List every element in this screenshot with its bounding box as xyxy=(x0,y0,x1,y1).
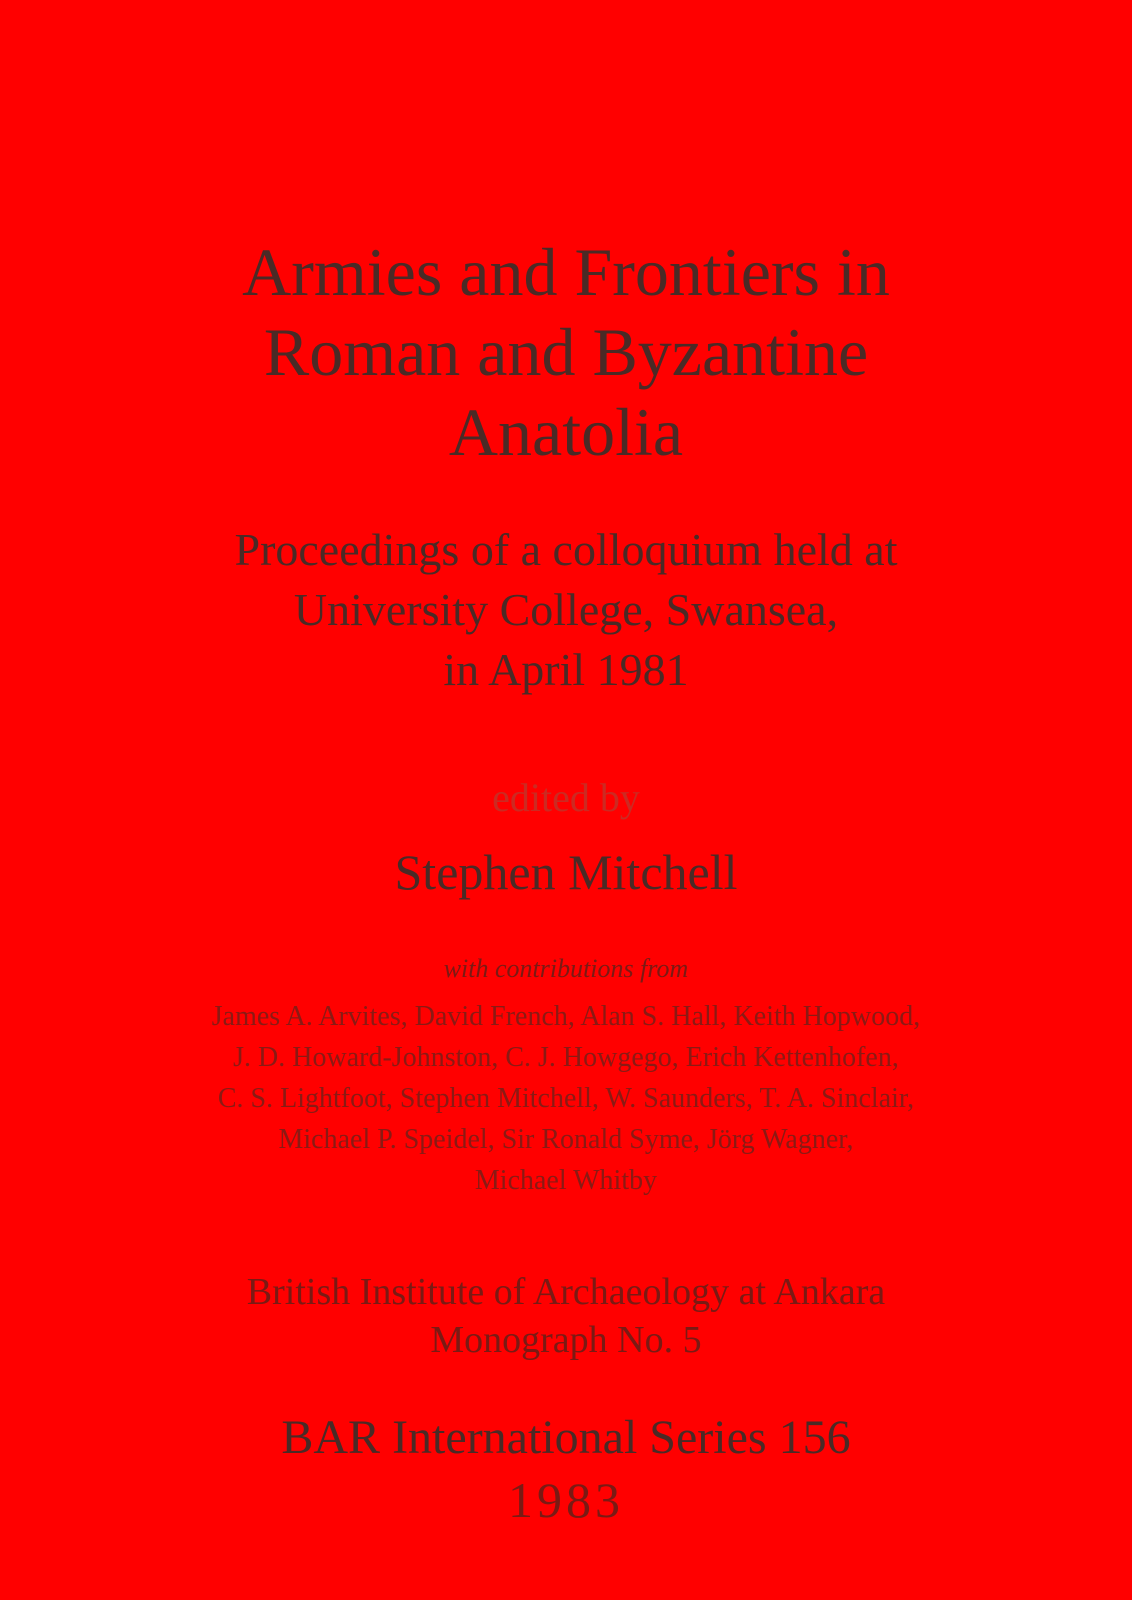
title-line-1: Armies and Frontiers in xyxy=(242,234,890,310)
monograph-line-2: Monograph No. 5 xyxy=(430,1319,702,1361)
contributors-line-5: Michael Whitby xyxy=(474,1165,658,1196)
contributors-line-3: C. S. Lightfoot, Stephen Mitchell, W. Saunders, T. A. Sinclair, xyxy=(217,1083,915,1114)
editor-name: Stephen Mitchell xyxy=(394,844,738,900)
subtitle-line-3: in April 1981 xyxy=(443,644,689,695)
subtitle-line-2: University College, Swansea, xyxy=(293,584,839,635)
title-line-3: Anatolia xyxy=(448,394,684,470)
contributions-label: with contributions from xyxy=(443,954,689,983)
publication-year: 1983 xyxy=(508,1472,624,1528)
contributors-line-4: Michael P. Speidel, Sir Ronald Syme, Jörg Wagner, xyxy=(278,1124,854,1155)
contributors-line-1: James A. Arvites, David French, Alan S. Hall, Keith Hopwood, xyxy=(211,1001,921,1032)
monograph-line-1: British Institute of Archaeology at Ankara xyxy=(246,1271,886,1313)
series-title: BAR International Series 156 xyxy=(281,1411,851,1464)
contributors-line-2: J. D. Howard-Johnston, C. J. Howgego, Erich Kettenhofen, xyxy=(233,1042,899,1073)
subtitle-line-1: Proceedings of a colloquium held at xyxy=(234,524,898,575)
edited-by-label: edited by xyxy=(492,775,640,820)
title-line-2: Roman and Byzantine xyxy=(263,314,869,390)
